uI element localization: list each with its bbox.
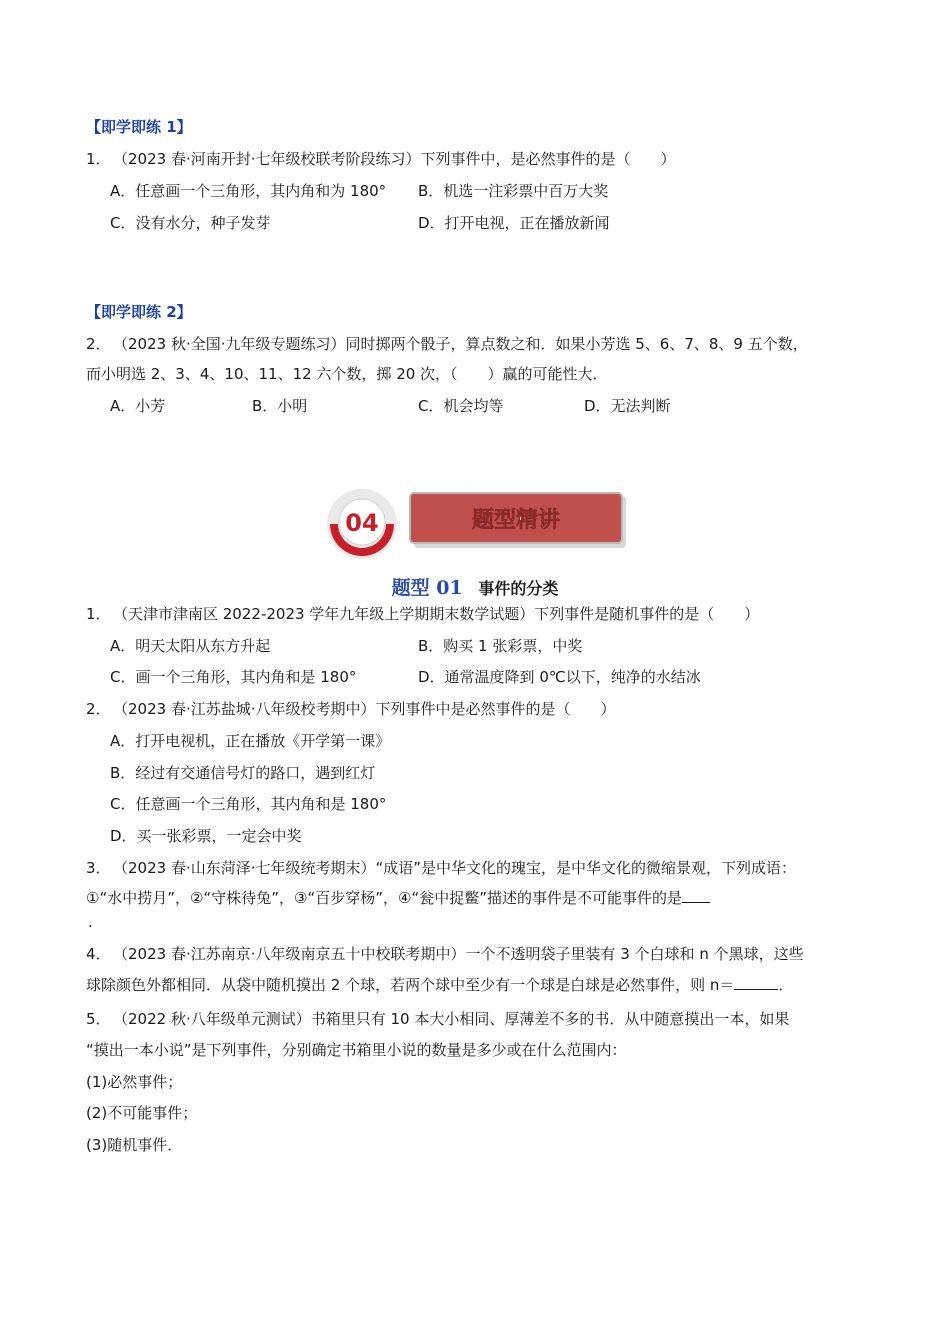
sub-question-3: (3)随机事件． <box>86 1136 183 1154</box>
question-text-line2-end: ． <box>778 976 794 994</box>
option-b: B．经过有交通信号灯的路口，遇到红灯 <box>110 764 376 782</box>
option-c: C．没有水分，种子发芽 <box>110 214 271 232</box>
option-b: B．小明 <box>252 397 308 415</box>
question-text-line2 <box>86 888 710 908</box>
section-title <box>0 576 950 601</box>
section-title-text: 事件的分类 <box>478 579 559 598</box>
section-title-number: 题型 01 <box>391 577 463 599</box>
question-text-line2: “摸出一本小说”是下列事件，分别确定书箱里小说的数量是多少或在什么范围内： <box>86 1041 627 1059</box>
question-text-line2: 而小明选 2、3、4、10、11、12 六个数，掷 20 次，（ ）赢的可能性大． <box>86 365 608 383</box>
question-text: （2023 春·江苏盐城·八年级校考期中）下列事件中是必然事件的是（ ） <box>113 700 616 718</box>
question-text: （2023 春·河南开封·七年级校联考阶段练习）下列事件中，是必然事件的是（ ） <box>113 150 676 168</box>
sub-question-2: (2)不可能事件； <box>86 1104 198 1122</box>
question-number: 2． <box>86 700 111 718</box>
section-banner <box>322 488 632 560</box>
option-a: A．任意画一个三角形，其内角和为 180° <box>110 182 387 200</box>
answer-blank[interactable] <box>734 975 778 990</box>
banner-label: 题型精讲 <box>471 508 561 533</box>
option-a: A．明天太阳从东方升起 <box>110 637 271 655</box>
option-c: C．机会均等 <box>418 397 504 415</box>
question-text-line1: （2023 春·山东菏泽·七年级统考期末）“成语”是中华文化的瑰宝，是中华文化的微缩景观，下列成语： <box>113 859 797 877</box>
option-d: D．通常温度降到 0℃以下，纯净的水结冰 <box>418 668 701 686</box>
option-b: B．购买 1 张彩票，中奖 <box>418 637 583 655</box>
option-d: D．买一张彩票，一定会中奖 <box>110 827 302 845</box>
question-number: 3． <box>86 859 111 877</box>
question-text-line1: （2023 秋·全国·九年级专题练习）同时掷两个骰子，算点数之和．如果小芳选 5、6、7、8、9 五个数， <box>113 335 808 353</box>
question-number: 5． <box>86 1010 111 1028</box>
question-text-line2 <box>86 975 793 995</box>
option-a: A．打开电视机，正在播放《开学第一课》 <box>110 732 391 750</box>
banner-number: 04 <box>345 509 379 537</box>
question-text-line2-text: 球除颜色外都相同．从袋中随机摸出 2 个球，若两个球中至少有一个球是白球是必然事件，则 n＝ <box>86 976 735 994</box>
question-text-line2-text: ①“水中捞月”，②“守株待兔”，③“百步穿杨”，④“瓮中捉鳖”描述的事件是不可能事件的是 <box>86 889 682 907</box>
question-text: （天津市津南区 2022-2023 学年九年级上学期期末数学试题）下列事件是随机事件的是（ ） <box>113 605 760 623</box>
option-b: B．机选一注彩票中百万大奖 <box>418 182 609 200</box>
question-number: 1． <box>86 605 111 623</box>
option-c: C．任意画一个三角形，其内角和是 180° <box>110 795 387 813</box>
option-d: D．打开电视，正在播放新闻 <box>418 214 610 232</box>
practice-tag-2: 【即学即练 2】 <box>86 303 192 321</box>
sub-question-1: (1)必然事件； <box>86 1073 183 1091</box>
question-number: 1． <box>86 150 111 168</box>
question-number: 2． <box>86 335 111 353</box>
option-d: D．无法判断 <box>584 397 671 415</box>
question-number: 4． <box>86 945 111 963</box>
question-text-line1: （2022 秋·八年级单元测试）书箱里只有 10 本大小相同、厚薄差不多的书．从中随意摸出一本，如果 <box>113 1010 790 1028</box>
answer-blank[interactable] <box>682 888 710 903</box>
question-text-line3: . <box>88 913 93 931</box>
question-text-line1: （2023 春·江苏南京·八年级南京五十中校联考期中）一个不透明袋子里装有 3 个白球和 n 个黑球，这些 <box>113 945 804 963</box>
practice-tag-1: 【即学即练 1】 <box>86 118 192 136</box>
option-c: C．画一个三角形，其内角和是 180° <box>110 668 357 686</box>
option-a: A．小芳 <box>110 397 166 415</box>
